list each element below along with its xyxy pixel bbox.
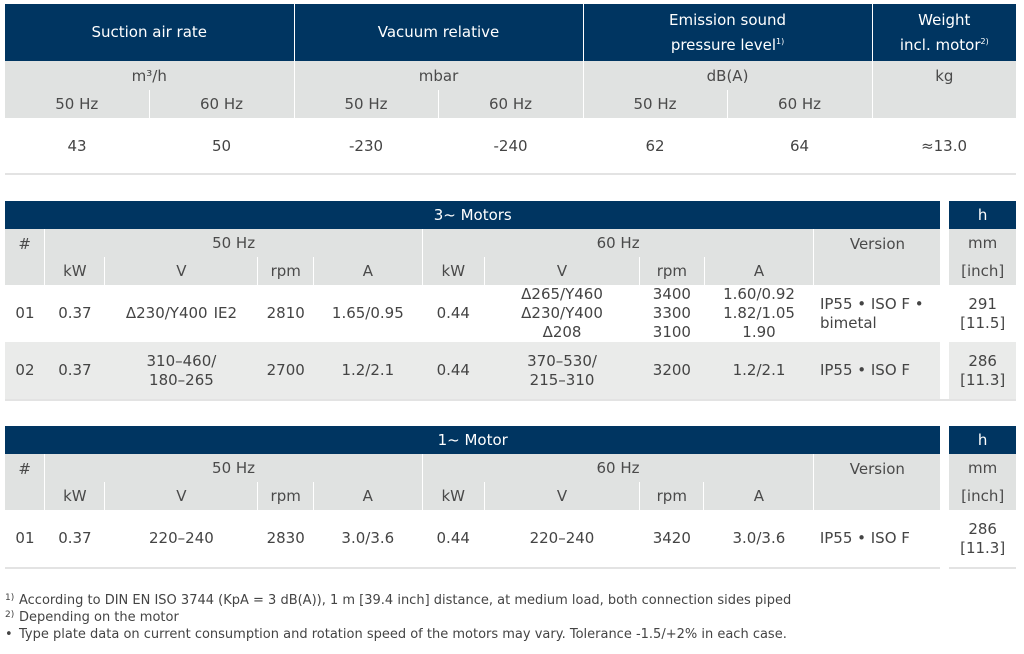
weight-value: ≈13.0 — [872, 118, 1016, 174]
suction-60hz: 60 Hz — [149, 90, 294, 118]
height-inch: [11.3] — [960, 370, 1006, 389]
weight-header — [872, 4, 1016, 61]
a-header: A — [313, 482, 422, 510]
column-gap — [940, 257, 949, 285]
kw-header: kW — [45, 257, 105, 285]
suction-50-value: 43 — [5, 118, 149, 174]
kw-header: kW — [45, 482, 105, 510]
vacuum-60hz: 60 Hz — [438, 90, 583, 118]
a-60-line: 1.82/1.05 — [723, 304, 795, 322]
a-60: 3.0/3.6 — [704, 510, 814, 568]
column-gap — [940, 201, 949, 229]
a-60: 1.2/2.1 — [704, 342, 814, 400]
column-gap — [940, 229, 949, 257]
column-gap — [940, 285, 949, 342]
footnote-ref-1: 1) — [776, 36, 785, 46]
v-header: V — [105, 482, 258, 510]
height-inch: [11.5] — [960, 313, 1006, 332]
weight-unit: kg — [935, 67, 954, 85]
header-60hz: 60 Hz — [422, 454, 814, 482]
rpm-50: 2810 — [266, 304, 305, 322]
emission-header-line2: pressure level — [670, 35, 777, 54]
single-phase-title: 1~ Motor — [437, 431, 508, 449]
v-50: 220–240 — [105, 510, 258, 568]
vacuum-50hz: 50 Hz — [294, 90, 438, 118]
kw-50: 0.37 — [58, 304, 92, 322]
emission-60-value: 64 — [727, 118, 872, 174]
three-phase-motors-table — [5, 201, 1016, 401]
a-header: A — [704, 257, 814, 285]
emission-header — [583, 4, 872, 61]
rpm-header: rpm — [640, 482, 704, 510]
bullet-marker: • — [5, 627, 13, 642]
h-header: h — [949, 201, 1016, 229]
kw-header: kW — [422, 257, 484, 285]
specs-table — [5, 4, 1016, 175]
specs-row — [5, 118, 1016, 174]
v-50: Δ230/Y400 — [125, 304, 208, 322]
a-header: A — [704, 482, 814, 510]
rpm-header: rpm — [258, 257, 313, 285]
table-row — [5, 285, 1016, 342]
rpm-60-line: 3300 — [652, 304, 691, 322]
a-60-line: 1.60/0.92 — [723, 285, 795, 303]
column-gap — [940, 482, 949, 510]
row-number: 01 — [15, 304, 35, 322]
suction-50hz: 50 Hz — [5, 90, 149, 118]
footnote-text: Type plate data on current consumption and rotation speed of the motors may vary. Tolerance -1.5/+2% in each case. — [19, 627, 787, 642]
version: IP55 • ISO F • bimetal — [819, 294, 924, 332]
a-50: 3.0/3.6 — [313, 510, 422, 568]
v-header: V — [484, 482, 639, 510]
header-50hz: 50 Hz — [45, 229, 422, 257]
footnote — [5, 609, 791, 626]
rpm-header: rpm — [258, 482, 313, 510]
version: IP55 • ISO F — [814, 342, 941, 400]
kw-header: kW — [422, 482, 484, 510]
header-50hz: 50 Hz — [45, 454, 422, 482]
v-60-line: Δ265/Y460 — [521, 285, 603, 303]
footnotes — [5, 592, 791, 643]
a-60-line: 1.90 — [742, 323, 776, 341]
emission-unit: dB(A) — [583, 61, 872, 90]
vacuum-header: Vacuum relative — [294, 4, 583, 61]
table-row — [5, 510, 1016, 568]
column-gap — [940, 426, 949, 454]
rpm-60 — [640, 285, 704, 342]
weight-header-line2: incl. motor — [899, 35, 981, 54]
footnote-text: Depending on the motor — [19, 610, 179, 625]
h-header: h — [949, 426, 1016, 454]
kw-60: 0.44 — [422, 510, 484, 568]
a-50: 1.65/0.95 — [331, 304, 404, 322]
rpm-header: rpm — [640, 257, 704, 285]
column-gap — [940, 454, 949, 482]
version-header: Version — [849, 235, 906, 253]
version-header: Version — [849, 460, 905, 478]
inch-header: [inch] — [949, 482, 1016, 510]
column-gap — [940, 510, 949, 568]
footnote — [5, 626, 791, 643]
vacuum-60-value: -240 — [438, 118, 583, 174]
row-number: 02 — [5, 342, 45, 400]
efficiency-class: IE2 — [213, 304, 238, 322]
single-phase-motor-table — [5, 426, 1016, 569]
emission-50-value: 62 — [583, 118, 727, 174]
rpm-60: 3420 — [640, 510, 704, 568]
height — [949, 342, 1016, 400]
rpm-50: 2700 — [258, 342, 313, 400]
a-50: 1.2/2.1 — [313, 342, 422, 400]
footnote-text: According to DIN EN ISO 3744 (KpA = 3 dB(A)), 1 m [39.4 inch] distance, at medium load, both connection sides piped — [19, 593, 792, 608]
kw-50: 0.37 — [45, 510, 105, 568]
version: IP55 • ISO F — [814, 510, 941, 568]
height-mm: 291 — [968, 294, 997, 313]
footnote-marker: 2) — [5, 610, 15, 620]
v-header: V — [484, 257, 639, 285]
vacuum-unit: mbar — [294, 61, 583, 90]
height — [949, 285, 1016, 342]
height-mm: 286 — [968, 351, 997, 370]
emission-60hz: 60 Hz — [727, 90, 872, 118]
row-number: 01 — [5, 510, 45, 568]
emission-header-line1: Emission sound — [669, 10, 787, 29]
kw-60: 0.44 — [436, 304, 470, 322]
v-60: 370–530/ 215–310 — [484, 342, 639, 400]
weight-header-line1: Weight — [918, 10, 971, 29]
v-60-line: Δ208 — [542, 323, 582, 341]
emission-50hz: 50 Hz — [583, 90, 727, 118]
mm-header: mm — [949, 229, 1016, 257]
kw-50: 0.37 — [45, 342, 105, 400]
footnote — [5, 592, 791, 609]
height-mm: 286 — [968, 519, 997, 538]
inch-header: [inch] — [949, 257, 1016, 285]
suction-header: Suction air rate — [5, 4, 294, 61]
a-header: A — [313, 257, 422, 285]
rpm-60: 3200 — [640, 342, 704, 400]
footnote-marker: 1) — [5, 593, 15, 603]
v-header: V — [105, 257, 258, 285]
column-gap — [940, 342, 949, 400]
number-header: # — [5, 229, 45, 285]
number-header: # — [5, 454, 45, 510]
height — [949, 510, 1016, 568]
v-50: 310–460/ 180–265 — [105, 342, 258, 400]
rpm-60-line: 3100 — [652, 323, 691, 341]
v-60-line: Δ230/Y400 — [521, 304, 603, 322]
kw-60: 0.44 — [422, 342, 484, 400]
v-60: 220–240 — [484, 510, 639, 568]
rpm-60-line: 3400 — [652, 285, 691, 303]
suction-unit: m³/h — [5, 61, 294, 90]
v-60 — [484, 285, 639, 342]
header-60hz: 60 Hz — [422, 229, 814, 257]
a-60 — [704, 285, 814, 342]
three-phase-title: 3~ Motors — [433, 206, 512, 224]
table-row — [5, 342, 1016, 400]
footnote-ref-2: 2) — [980, 36, 989, 46]
vacuum-50-value: -230 — [294, 118, 438, 174]
mm-header: mm — [949, 454, 1016, 482]
height-inch: [11.3] — [960, 538, 1006, 557]
suction-60-value: 50 — [149, 118, 294, 174]
rpm-50: 2830 — [258, 510, 313, 568]
